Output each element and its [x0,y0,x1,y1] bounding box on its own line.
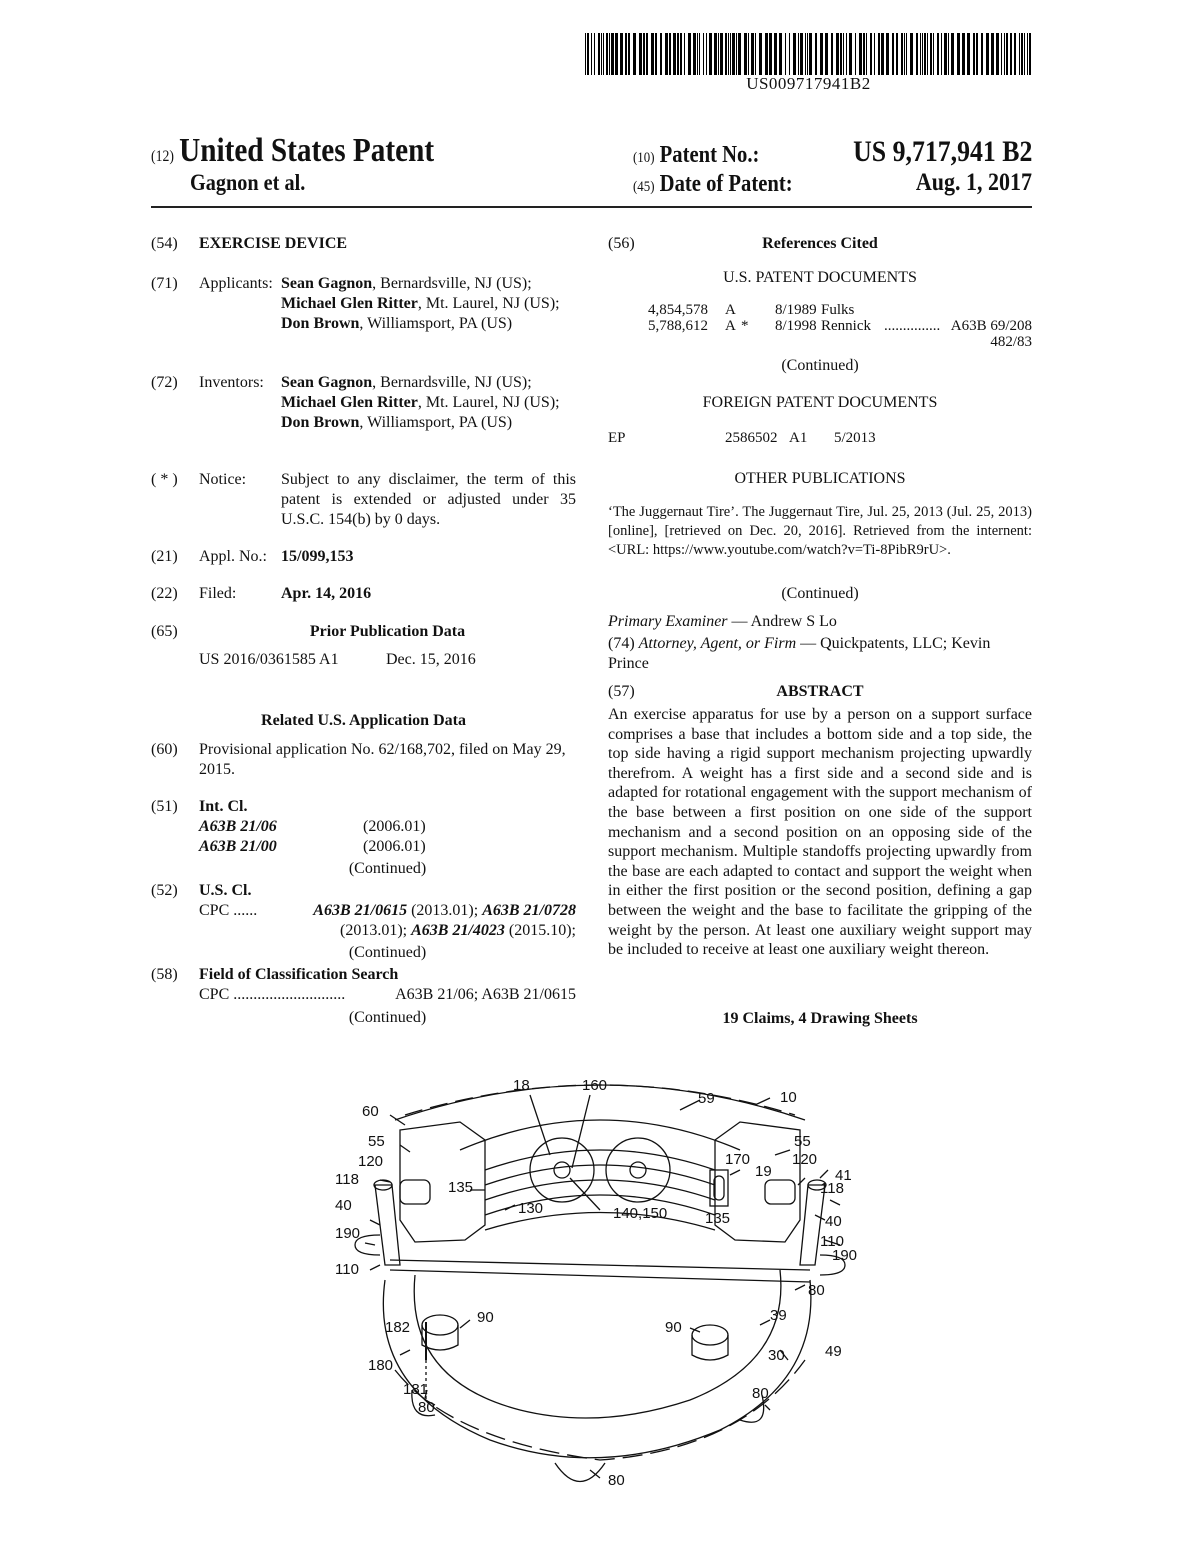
ref-name: Fulks [821,302,855,318]
barcode-bar [793,33,796,75]
ref-date: 8/1998 [775,318,817,334]
prior-publication-heading: Prior Publication Data [309,623,466,640]
claims-count: 19 Claims, 4 Drawing Sheets [722,1010,918,1027]
applicant-name: Michael Glen Ritter [281,295,418,312]
barcode-bar [1014,33,1016,75]
barcode-bar [660,33,662,75]
field-code: (65) [151,623,178,640]
notice-label: Notice: [199,471,247,488]
barcode-bar [1004,33,1005,75]
barcode-bar [920,33,921,75]
barcode-bar [948,33,949,75]
ref-date: 8/1989 [775,302,817,318]
abstract-text: An exercise apparatus for use by a person on a support surface comprises a base that includes a bottom side and a top side, the top side having a rigid support mechanism projecting upwardly therefrom. A weight has a first side and a second side and is adapted for rotational engagement with the support mechanism of the base between a first position on one side of the support mechanism and a second position on an opposing side of the support mechanism. Multiple standoffs projecting upwardly from the base are each adapted to contact and support the weight when in either the first position or the second position, defining a gap between the weight and the base to facilitate the gripping of the weight by the person. At least one auxiliary weight support may be included to receive at least one auxiliary weight thereon. [608,706,1032,959]
field-code: (56) [608,235,635,252]
barcode-bar [863,33,865,75]
ref-label: 90 [665,1319,682,1336]
barcode-bar [738,33,741,75]
us-refs-continued: (Continued) [781,357,859,374]
inventor-location: , Mt. Laurel, NJ (US); [417,394,560,411]
references-heading: References Cited [762,235,878,252]
ref-label: 181 [403,1381,429,1398]
barcode-bar [609,33,610,75]
ref-label: 170 [725,1151,751,1168]
barcode-bar [927,33,928,75]
attorney-name: — Quickpatents, LLC; Kevin Prince [608,635,991,672]
barcode-bar [769,33,772,75]
field-code: (71) [151,275,178,292]
applicant-location: , Bernardsville, NJ (US); [372,275,532,292]
barcode-bar [684,33,685,75]
barcode-bar [703,33,704,75]
cpc-class: A63B 21/0728 [482,902,576,919]
ref-label: 90 [477,1309,494,1326]
standoff-right-body [692,1335,728,1360]
barcode-bar [840,33,842,75]
barcode-bar [646,33,648,75]
ref-label: 140,150 [613,1205,668,1222]
doc-type-code: (12) [151,148,174,165]
other-publication-text: ‘The Juggernaut Tire’. The Juggernaut Tire, Jul. 25, 2013 (Jul. 25, 2013) [online], [retrieved on Dec. 20, 2016]. Retrieved from the internent: <URL: https://www.youtube.com/watch?v=Ti-8PibR9rU>. [608,504,1032,558]
ref-number: 2586502 [725,430,778,446]
barcode-bar [878,33,880,75]
ref-label: 59 [698,1090,715,1107]
barcode-bar [981,33,983,75]
barcode-bar [906,33,907,75]
ref-label: 160 [582,1077,608,1094]
tire-grooves [485,1150,715,1230]
inventor-name: Michael Glen Ritter [281,394,418,411]
barcode-bar [665,33,668,75]
filed-label: Filed: [199,585,237,602]
barcode-bar [1027,33,1028,75]
other-publications-heading: OTHER PUBLICATIONS [734,470,906,487]
barcode-bar [785,33,786,75]
barcode-bar [1006,33,1008,75]
primary-examiner [608,612,1032,632]
us-patent-documents-heading: U.S. PATENT DOCUMENTS [723,269,917,286]
ref-label: 55 [794,1133,811,1150]
barcode-bar [585,33,586,75]
ref-label: 118 [335,1171,359,1188]
barcode-bar [836,33,839,75]
barcode-bar [601,33,602,75]
barcode-bar [643,33,645,75]
barcode-bar [886,33,889,75]
wheel-right-hub [630,1162,646,1178]
patent-number-code: (10) [633,150,655,166]
us-cl-entries [199,901,576,941]
int-cl-heading: Int. Cl. [199,798,248,815]
barcode-bar [855,33,856,75]
barcode-bar [677,33,680,75]
barcode-bar [651,33,654,75]
barcode-bar [688,33,691,75]
ref-kind: A1 [789,430,808,446]
ref-country: EP [608,430,626,446]
reference-row [608,318,1032,334]
patent-number-label [633,142,759,169]
barcode-bar [967,33,970,75]
barcode-bar [697,33,698,75]
barcode-bar [805,33,806,75]
ref-label: 80 [418,1399,435,1416]
barcode-bar [706,33,707,75]
barcode-bar [901,33,903,75]
cpc-version: (2015.10); [508,922,576,939]
barcode-bar [962,33,965,75]
applicant-name: Don Brown [281,315,360,332]
patent-number: US 9,717,941 B2 [852,135,1032,168]
barcode-bar [973,33,975,75]
doc-type-title: United States Patent [179,132,435,169]
ref-label: 49 [825,1343,842,1360]
ref-class: 482/83 [990,334,1032,350]
ref-label: 130 [518,1200,544,1217]
us-patent-documents [608,302,1032,350]
barcode-bar [718,33,719,75]
ref-label: 39 [770,1307,787,1324]
applicant-location: , Mt. Laurel, NJ (US); [417,295,560,312]
ref-label: 60 [362,1103,379,1120]
barcode-bar [874,33,875,75]
int-cl-version: (2006.01) [363,818,426,835]
barcode-bar [924,33,926,75]
field-code: (72) [151,374,178,391]
patent-number-label-text: Patent No.: [659,142,760,168]
ref-label: 10 [780,1089,797,1106]
ref-label: 190 [335,1225,361,1242]
barcode-bar [825,33,828,75]
leader-lines [365,1095,840,1478]
inventor-location: , Bernardsville, NJ (US); [372,374,532,391]
barcode-bar [800,33,803,75]
barcode-bar [633,33,636,75]
ref-label: 19 [755,1163,772,1180]
barcode-bar [896,33,898,75]
field-code: (22) [151,585,178,602]
ref-label: 120 [358,1153,384,1170]
barcode-bar [598,33,600,75]
barcode-bar [655,33,657,75]
date-of-patent-label [633,171,793,198]
field-code: (57) [608,683,635,700]
cpc-version: (2013.01); [411,902,479,919]
barcode-bar [910,33,913,75]
barcode-bar [673,33,676,75]
ref-label: 18 [513,1077,530,1094]
barcode-bar [720,33,723,75]
barcode-bar [820,33,823,75]
barcode-bar [937,33,939,75]
ref-label: 41 [835,1167,852,1184]
barcode-bar [680,33,682,75]
barcode-bar [751,33,754,75]
barcode-bar [744,33,747,75]
reference-numerals [335,1077,857,1489]
int-cl-class: A63B 21/00 [199,838,277,855]
attorney [608,634,1032,674]
field-search-cpc [199,985,576,1005]
attorney-label: Attorney, Agent, or Firm [638,635,797,652]
barcode-bar [941,33,942,75]
barcode-bar [779,33,782,75]
references-cited [608,234,1032,254]
barcode-bar [976,33,978,75]
int-cl-class: A63B 21/06 [199,818,277,835]
field-code: (52) [151,882,178,899]
field-code: (54) [151,235,178,252]
barcode-bar [846,33,848,75]
ref-label: 120 [792,1151,818,1168]
field-code: (51) [151,798,178,815]
ref-flag: * [741,318,749,334]
ref-label: 118 [820,1180,844,1197]
reference-row-continuation [608,334,1032,350]
barcode-bar [1029,33,1031,75]
barcode-bar [755,33,756,75]
inventors-list [281,373,576,433]
barcode-bar [1019,33,1020,75]
ref-label: 180 [368,1357,394,1374]
applicant-location: , Williamsport, PA (US) [359,315,513,332]
ref-label: 182 [385,1319,411,1336]
barcode-bar [843,33,844,75]
barcode-bar [669,33,671,75]
abstract-heading-row [608,682,1032,702]
barcode-bar [693,33,696,75]
barcode-bar [996,33,999,75]
barcode-bar [991,33,994,75]
barcode-bar [709,33,712,75]
notice-text: Subject to any disclaimer, the term of this patent is extended or adjusted under 35 U.S.C. 154(b) by 0 days. [281,471,576,528]
ref-label: 80 [608,1472,625,1489]
authors: Gagnon et al. [190,170,306,195]
barcode-bar [1021,33,1023,75]
ref-dots: ............... [884,318,941,334]
field-code: (21) [151,548,178,565]
patent-drawing [300,1060,900,1530]
appl-no-label: Appl. No.: [199,548,267,565]
inventors-label: Inventors: [199,374,264,391]
barcode-bar [789,33,790,75]
standoff-left [422,1315,458,1335]
cpc-label: CPC ............................ [199,986,346,1003]
barcode-bar [831,33,833,75]
inventor-name: Don Brown [281,414,360,431]
barcode-bar [594,33,595,75]
examiner-name: — Andrew S Lo [731,613,837,630]
ref-date: 5/2013 [834,430,876,446]
barcode-bar [639,33,642,75]
barcode-bar [606,33,608,75]
barcode-bar [748,33,749,75]
barcode-bar [807,33,808,75]
barcode-bar [587,33,589,75]
barcode-bar [957,33,960,75]
standoff-right [692,1325,728,1345]
field-search-value: A63B 21/06; A63B 21/0615 [395,986,576,1003]
int-cl-continued: (Continued) [348,860,427,877]
barcode-bar [944,33,947,75]
right-knob [765,1180,795,1204]
ref-label: 55 [368,1133,385,1150]
document-type [151,132,434,170]
ref-number: 4,854,578 [648,302,708,318]
ref-label: 80 [752,1385,769,1402]
barcode-bar [730,33,731,75]
barcode-bar [892,33,894,75]
barcode-bar [765,33,768,75]
barcode-bar [603,33,604,75]
prior-publication-number: US 2016/0361585 A1 [199,651,339,668]
barcode-bar [615,33,618,75]
ref-class: A63B 69/208 [950,318,1032,334]
barcode-bar [930,33,932,75]
foot-front [555,1463,605,1482]
ref-label: 110 [335,1261,359,1278]
base-inner [414,1270,781,1418]
ref-number: 5,788,612 [648,318,708,334]
barcode-bar [933,33,934,75]
ref-name: Rennick [821,318,871,334]
related-application-heading: Related U.S. Application Data [261,712,466,729]
examiner-label: Primary Examiner [608,613,728,630]
barcode-bar [774,33,777,75]
invention-title: EXERCISE DEVICE [199,235,348,252]
barcode-bar [859,33,862,75]
field-code: ( * ) [151,471,178,488]
provisional-text: Provisional application No. 62/168,702, filed on May 29, 2015. [199,741,566,778]
barcode-bar [728,33,729,75]
us-cl-heading: U.S. Cl. [199,882,252,899]
header-divider [151,206,1032,208]
barcode-bar [986,33,989,75]
prior-publication-date: Dec. 15, 2016 [386,651,476,668]
right-post [800,1185,825,1265]
date-of-patent: Aug. 1, 2017 [915,169,1032,196]
barcode-bar [866,33,867,75]
barcode-bar [922,33,923,75]
field-search-heading: Field of Classification Search [199,966,399,983]
ref-label: 40 [825,1213,842,1230]
applicants-list [281,274,576,334]
barcode-bar [881,33,884,75]
left-knob [400,1180,430,1204]
applicants-label: Applicants: [199,275,273,292]
barcode-bar [625,33,627,75]
ref-label: 190 [832,1247,858,1264]
ref-label: 135 [705,1210,731,1227]
cpc-label: CPC ...... [199,902,258,919]
applicant-name: Sean Gagnon [281,275,373,292]
cpc-version: (2013.01); [339,922,408,939]
barcode-bar [725,33,727,75]
field-search-continued: (Continued) [348,1009,427,1026]
barcode-bar [620,33,623,75]
inventor-name: Sean Gagnon [281,374,373,391]
cpc-class: A63B 21/4023 [411,922,505,939]
standoff-left-body [422,1325,458,1350]
barcode-bar [815,33,817,75]
barcode-bar [732,33,735,75]
barcode-bar [951,33,954,75]
base-rim [395,1360,805,1460]
base-outer [383,1280,811,1458]
barcode-bar [916,33,918,75]
appl-no-value: 15/099,153 [281,548,354,565]
foreign-patent-documents-heading: FOREIGN PATENT DOCUMENTS [702,394,938,411]
ref-label: 30 [768,1347,785,1364]
barcode-bar [870,33,872,75]
barcode-bar [736,33,737,75]
barcode-bar [591,33,592,75]
inventor-location: , Williamsport, PA (US) [359,414,513,431]
ref-kind: A [725,302,736,318]
ref-label: 110 [820,1233,844,1250]
barcode-bar [809,33,812,75]
filed-value: Apr. 14, 2016 [281,585,372,602]
wheel-left-hub [554,1162,570,1178]
barcode-bar [1024,33,1025,75]
other-publications-continued: (Continued) [781,585,859,602]
barcode-bar [1001,33,1002,75]
date-label-text: Date of Patent: [659,171,793,197]
int-cl-version: (2006.01) [363,838,426,855]
date-code: (45) [633,179,655,195]
ref-label: 135 [448,1179,474,1196]
barcode-bar [759,33,762,75]
reference-row [608,302,1032,318]
barcode-number: US009717941B2 [746,74,871,93]
barcode-bar [798,33,799,75]
abstract-heading: ABSTRACT [776,683,864,700]
field-code: (74) [608,635,635,652]
ref-label: 80 [808,1282,825,1299]
field-code: (60) [151,741,178,758]
barcode-bar [699,33,700,75]
ref-label: 40 [335,1197,352,1214]
barcode-bar [1010,33,1012,75]
ref-kind: A [725,318,736,334]
barcode-bar [628,33,630,75]
tire-inner-arc [460,1120,740,1150]
barcode-bar [904,33,905,75]
barcode [585,33,1032,75]
barcode-bar [849,33,852,75]
drawing-lines [355,1085,845,1482]
barcode-bar [714,33,717,75]
us-cl-continued: (Continued) [348,944,427,961]
barcode-bar [611,33,614,75]
support-bar [390,1260,810,1282]
cpc-class: A63B 21/0615 [313,902,408,919]
field-code: (58) [151,966,178,983]
